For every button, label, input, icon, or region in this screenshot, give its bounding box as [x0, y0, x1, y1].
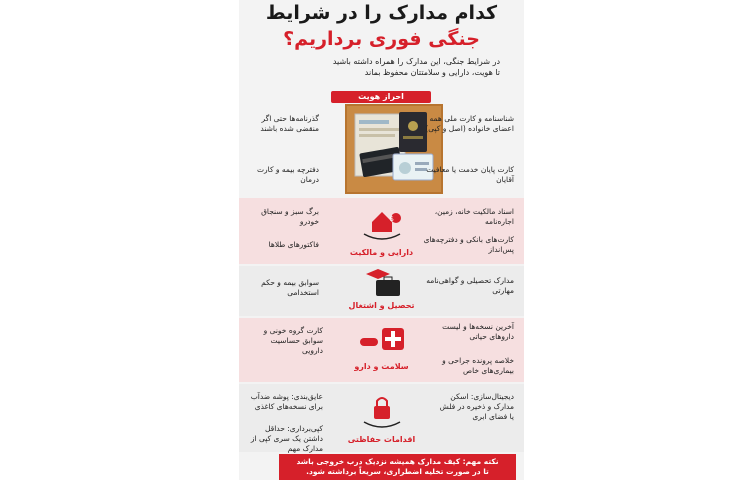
- education-item-1-text: مدارک تحصیلی و گواهی‌نامه مهارتی: [426, 276, 514, 295]
- identity-item-1: [418, 114, 514, 134]
- health-item-1: [418, 322, 514, 342]
- education-label: تحصیل و اشتغال: [348, 301, 415, 310]
- health-item-3: [249, 326, 323, 356]
- education-item-1: [418, 276, 514, 296]
- assets-label: دارایی و مالکیت: [349, 248, 414, 257]
- assets-item-4: [249, 240, 319, 250]
- assets-item-2: [418, 235, 514, 255]
- health-label: سلامت و دارو: [354, 362, 409, 371]
- title-line-2: جنگی فوری برداریم؟: [283, 28, 480, 50]
- education-item-2: [249, 278, 319, 298]
- identity-item-4: [249, 165, 319, 185]
- security-item-1: [438, 392, 514, 422]
- assets-item-3-text: برگ سبز و سنجاق خودرو: [261, 207, 319, 226]
- intro-text: [300, 56, 500, 78]
- identity-item-2-text: کارت پایان خدمت یا معافیت آقایان: [426, 165, 514, 184]
- lock-hand-icon: [354, 392, 410, 432]
- health-item-2-text: خلاصه پرونده جراحی و بیماری‌های خاص: [442, 356, 514, 375]
- intro-line-1: در شرایط جنگی، این مدارک را همراه داشته باشید: [332, 57, 500, 66]
- house-money-icon: [354, 204, 410, 244]
- important-note: [279, 454, 516, 480]
- health-item-2: [418, 356, 514, 376]
- intro-line-2: تا هویت، دارایی و سلامتتان محفوظ بماند: [364, 68, 500, 77]
- svg-text:$: $: [389, 215, 394, 223]
- assets-item-1: [418, 207, 514, 227]
- health-item-3-text: کارت گروه خونی و سوابق حساسیت دارویی: [263, 326, 323, 355]
- identity-item-3: [249, 114, 319, 134]
- assets-item-3: [249, 207, 319, 227]
- identity-item-1-text: شناسنامه و کارت ملی همه اعضای خانواده (اصل و کپی): [425, 114, 514, 133]
- identity-banner: احراز هویت: [331, 91, 431, 103]
- security-item-1-text: دیجیتال‌سازی: اسکن مدارک و ذخیره در فلش یا فضای ابری: [439, 392, 514, 421]
- infographic-poster: [239, 0, 524, 480]
- identity-item-2: [418, 165, 514, 185]
- identity-item-3-text: گذرنامه‌ها حتی اگر منقضی شده باشند: [260, 114, 319, 133]
- title-line-1: کدام مدارک را در شرایط: [265, 2, 498, 24]
- health-item-1-text: آخرین نسخه‌ها و لیست داروهای حیاتی: [442, 322, 514, 341]
- security-item-3: [249, 424, 323, 454]
- education-item-2-text: سوابق بیمه و حکم استخدامی: [261, 278, 319, 297]
- identity-item-4-text: دفترچه بیمه و کارت درمان: [256, 165, 319, 184]
- security-label: اقدامات حفاظتی: [347, 435, 416, 444]
- note-line-1: نکته مهم: کیف مدارک همیشه نزدیک درب خروجی باشد: [296, 457, 499, 466]
- assets-item-2-text: کارت‌های بانکی و دفترچه‌های پس‌انداز: [423, 235, 514, 254]
- briefcase-graduation-icon: [354, 266, 410, 306]
- assets-item-1-text: اسناد مالکیت خانه، زمین، اجاره‌نامه: [434, 207, 514, 226]
- assets-item-4-text: فاکتورهای طلاها: [268, 240, 319, 249]
- note-line-2: تا در صورت تخلیه اضطراری، سریعاً برداشته شود.: [306, 467, 489, 476]
- security-item-3-text: کپی‌برداری: حداقل داشتن یک سری کپی از مدارک مهم: [250, 424, 323, 453]
- medical-icon: [354, 322, 410, 362]
- security-item-2-text: عایق‌بندی: پوشه ضدآب برای نسخه‌های کاغذی: [250, 392, 323, 411]
- security-item-2: [249, 392, 323, 412]
